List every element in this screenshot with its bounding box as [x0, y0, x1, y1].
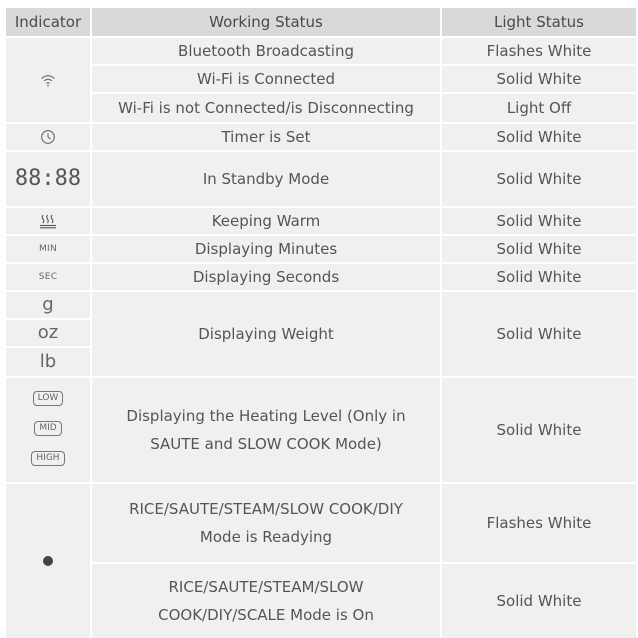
dot-indicator-icon: [43, 556, 53, 566]
low-indicator: LOW: [33, 391, 64, 406]
light-status-cell: [442, 94, 636, 122]
light-status-text: Light Off: [506, 99, 572, 117]
working-status-text: In Standby Mode: [202, 170, 330, 188]
light-status-cell: [442, 484, 636, 562]
light-status-text: Solid White: [496, 70, 582, 88]
working-status-text: Wi-Fi is not Connected/is Disconnecting: [118, 99, 414, 117]
working-status-text: Displaying Weight: [198, 325, 334, 343]
light-status-cell: [442, 152, 636, 206]
timer-clock-icon: [40, 129, 56, 145]
ounce-indicator: oz: [37, 322, 59, 343]
working-status-text: RICE/SAUTE/STEAM/SLOW: [168, 578, 364, 596]
light-status-text: Flashes White: [486, 42, 592, 60]
working-status-cell: [92, 264, 440, 290]
working-status-text: SAUTE and SLOW COOK Mode): [150, 435, 382, 453]
working-status-text: Bluetooth Broadcasting: [178, 42, 354, 60]
light-status-text: Solid White: [496, 240, 582, 258]
indicator-cell-g: [6, 292, 90, 318]
light-status-cell: [442, 378, 636, 482]
working-status-text: Keeping Warm: [211, 212, 321, 230]
light-status-text: Solid White: [496, 421, 582, 439]
indicator-cell-min: [6, 236, 90, 262]
light-status-cell: [442, 208, 636, 234]
high-indicator: HIGH: [31, 451, 64, 466]
working-status-text: Timer is Set: [221, 128, 311, 146]
working-status-text: Displaying the Heating Level (Only in: [126, 407, 406, 425]
working-status-cell: [92, 94, 440, 122]
wifi-icon: [40, 74, 56, 87]
working-status-cell: [92, 66, 440, 92]
indicator-cell-lb: [6, 348, 90, 376]
working-status-cell: [92, 484, 440, 562]
working-status-cell: [92, 152, 440, 206]
indicator-cell-keep-warm: [6, 208, 90, 234]
mid-indicator: MID: [34, 421, 61, 436]
pound-indicator: lb: [39, 351, 57, 372]
gram-indicator: g: [42, 294, 54, 315]
light-status-cell: [442, 564, 636, 638]
working-status-text: Mode is Readying: [199, 528, 333, 546]
light-status-text: Solid White: [496, 128, 582, 146]
sec-indicator: SEC: [38, 272, 58, 282]
working-status-cell: [92, 38, 440, 64]
light-status-text: Solid White: [496, 268, 582, 286]
indicator-cell-display: [6, 152, 90, 206]
light-status-text: Solid White: [496, 325, 582, 343]
light-status-text: Solid White: [496, 170, 582, 188]
working-status-text: Displaying Seconds: [192, 268, 340, 286]
light-status-cell: [442, 124, 636, 150]
light-status-text: Flashes White: [486, 514, 592, 532]
digital-display-icon: 88:88: [14, 166, 82, 191]
header-working-status: Working Status: [92, 8, 440, 36]
min-indicator: MIN: [38, 244, 58, 254]
working-status-cell: [92, 208, 440, 234]
light-status-cell: [442, 264, 636, 290]
light-status-cell: [442, 66, 636, 92]
light-status-text: Solid White: [496, 212, 582, 230]
light-status-cell: [442, 236, 636, 262]
header-indicator: Indicator: [6, 8, 90, 36]
working-status-cell: [92, 124, 440, 150]
indicator-cell-wifi: [6, 38, 90, 122]
indicator-cell-timer: [6, 124, 90, 150]
working-status-cell: [92, 378, 440, 482]
working-status-text: COOK/DIY/SCALE Mode is On: [158, 606, 374, 624]
indicator-cell-dot: [6, 484, 90, 638]
working-status-cell: [92, 236, 440, 262]
working-status-cell: [92, 292, 440, 376]
indicator-cell-sec: [6, 264, 90, 290]
light-status-cell: [442, 292, 636, 376]
working-status-text: RICE/SAUTE/STEAM/SLOW COOK/DIY: [129, 500, 403, 518]
working-status-text: Displaying Minutes: [194, 240, 338, 258]
keep-warm-icon: [39, 213, 57, 229]
working-status-cell: [92, 564, 440, 638]
header-light-status: Light Status: [442, 8, 636, 36]
light-status-text: Solid White: [496, 592, 582, 610]
light-status-cell: [442, 38, 636, 64]
indicator-cell-oz: [6, 320, 90, 346]
working-status-text: Wi-Fi is Connected: [196, 70, 336, 88]
indicator-table: [6, 8, 636, 638]
